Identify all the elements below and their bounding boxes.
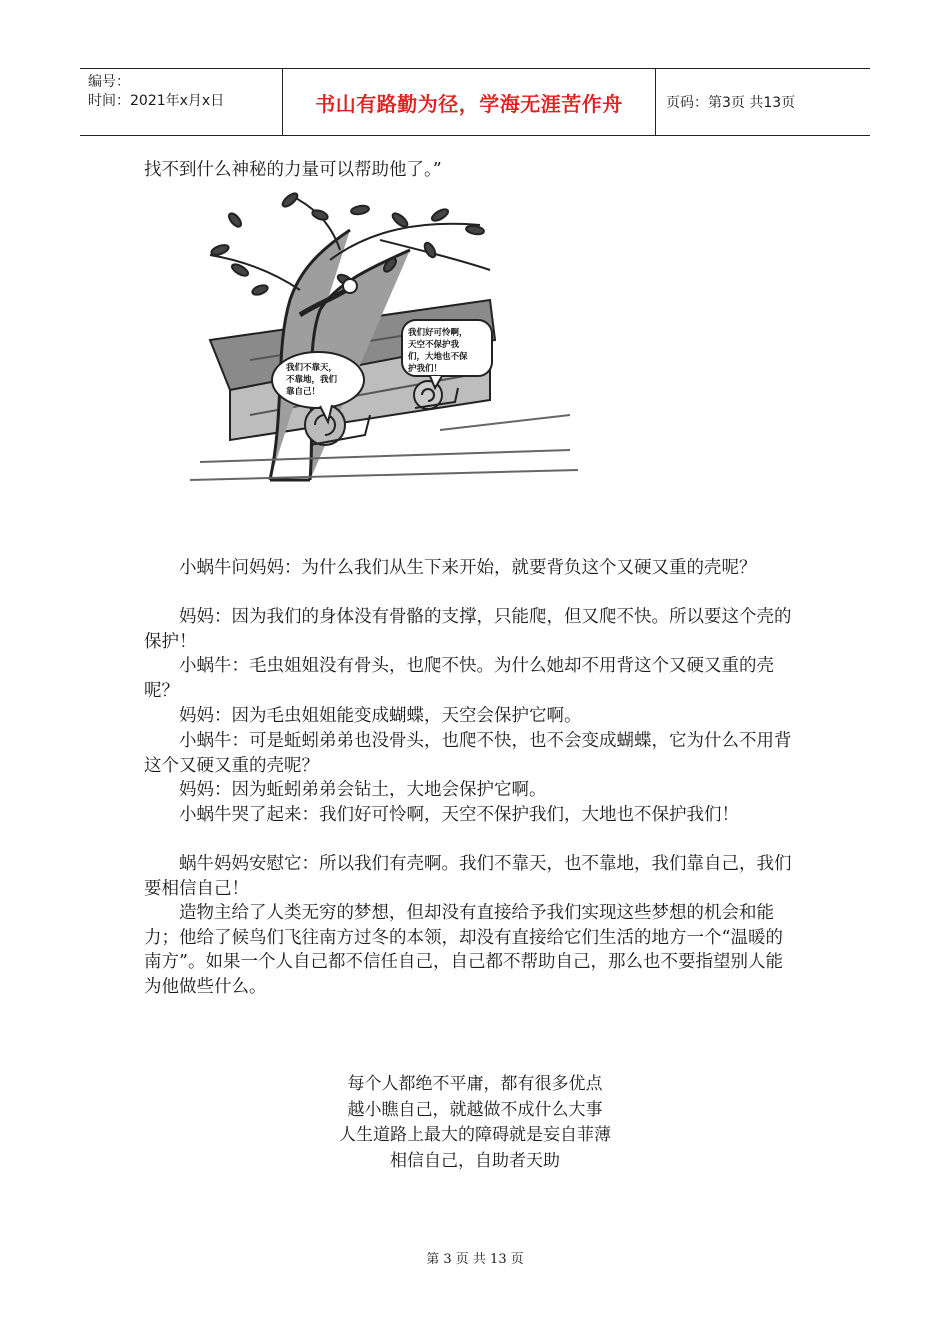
- poem-line: 越小瞧自己，就越做不成什么大事: [347, 1099, 603, 1120]
- dialogue-paragraph: 蜗牛妈妈安慰它：所以我们有壳啊。我们不靠天，也不靠地，我们靠自己，我们要相信自己！: [144, 854, 792, 899]
- bubble-right-line-1: 我们好可怜啊，: [408, 328, 468, 338]
- page-footer: 第 3 页 共 13 页: [426, 1252, 524, 1267]
- bubble-right-line-3: 们，大地也不保: [408, 352, 468, 362]
- poem-line: 相信自己，自助者天助: [390, 1150, 560, 1171]
- opening-line: 找不到什么神秘的力量可以帮助他了。”: [144, 160, 442, 180]
- closing-poem: [300, 1072, 650, 1174]
- bubble-right-line-4: 护我们！: [408, 364, 443, 374]
- poem-line: 每个人都绝不平庸，都有很多优点: [347, 1074, 603, 1094]
- poem-line: 人生道路上最大的障碍就是妄自菲薄: [339, 1125, 611, 1145]
- page-header: [80, 68, 870, 136]
- snail-cartoon-illustration: [190, 190, 578, 490]
- dialogue-paragraph: 小蜗牛哭了起来：我们好可怜啊，天空不保护我们，大地也不保护我们！: [179, 805, 739, 825]
- header-meta: [80, 69, 283, 135]
- bubble-left-line-2: 不靠地，我们: [286, 375, 338, 385]
- dialogue-paragraph: 小蜗牛：可是蚯蚓弟弟也没骨头，也爬不快，也不会变成蝴蝶，它为什么不用背这个又硬又重的壳呢？: [144, 731, 792, 776]
- time-label: 时间：2021年x月x日: [88, 93, 225, 109]
- dialogue-paragraph: 小蜗牛：毛虫姐姐没有骨头，也爬不快。为什么她却不用背这个又硬又重的壳呢？: [144, 656, 774, 701]
- header-motto: 书山有路勤为径，学海无涯苦作舟: [283, 69, 656, 135]
- bubble-left-line-1: 我们不靠天，: [286, 363, 338, 373]
- bubble-left-line-3: 靠自己！: [286, 387, 321, 397]
- dialogue-paragraph: 妈妈：因为毛虫姐姐能变成蝴蝶，天空会保护它啊。: [179, 706, 582, 726]
- dialogue-paragraph: 小蜗牛问妈妈：为什么我们从生下来开始，就要背负这个又硬又重的壳呢？: [179, 558, 757, 578]
- dialogue-paragraph: 妈妈：因为蚯蚓弟弟会钻土，大地会保护它啊。: [179, 780, 547, 800]
- header-page-info: 页码：第3页 共13页: [666, 95, 796, 111]
- bubble-right-line-2: 天空不保护我: [408, 340, 460, 350]
- moral-paragraph: 造物主给了人类无穷的梦想，但却没有直接给予我们实现这些梦想的机会和能力；他给了候鸟们飞往南方过冬的本领，却没有直接给它们生活的地方一个“温暖的南方”。如果一个人自己都不信任自己，自己都不帮助自己，那么也不要指望别人能为他做些什么。: [144, 903, 783, 997]
- dialogue-paragraph: 妈妈：因为我们的身体没有骨骼的支撑，只能爬，但又爬不快。所以要这个壳的保护！: [144, 607, 792, 652]
- number-label: 编号：: [88, 74, 130, 90]
